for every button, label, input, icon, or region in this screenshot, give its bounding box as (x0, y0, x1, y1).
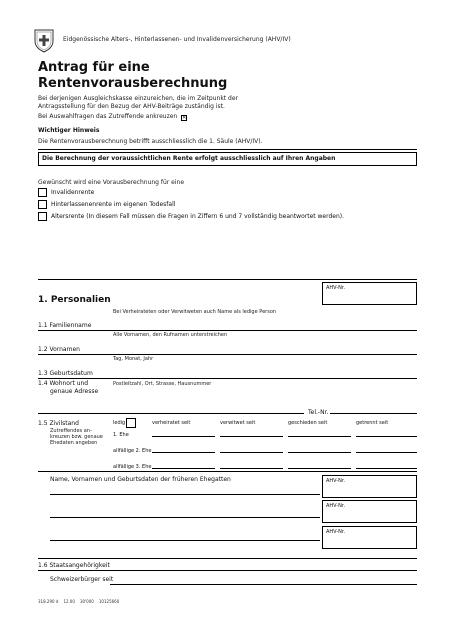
former-spouse-ahv-box-1[interactable] (322, 475, 417, 498)
intro-line2: Antragsstellung für den Bezug der AHV-Beiträge zuständig ist. (38, 103, 225, 110)
address-label (38, 380, 98, 396)
hinterlassenenrente-label: Hinterlassenenrente im eigenen Todesfall (51, 201, 176, 208)
first-names-field[interactable] (38, 354, 417, 355)
ehe3-geschieden-field[interactable] (288, 468, 351, 469)
invalidenrente-label: Invalidenrente (51, 189, 95, 196)
geschieden-label: geschieden seit (288, 420, 328, 426)
invalidenrente-checkbox[interactable] (38, 188, 47, 197)
ehe1-verheiratet-field[interactable] (152, 436, 215, 437)
hinterlassenenrente-checkbox[interactable] (38, 200, 47, 209)
ehe2-label: allfällige 2. Ehe (113, 448, 152, 454)
intro-line3-text: Bei Auswahlfragen das Zutreffende ankreuzen (38, 113, 178, 120)
ehe3-getrennt-field[interactable] (356, 468, 417, 469)
swiss-since-field[interactable] (110, 584, 417, 585)
ehe2-geschieden-field[interactable] (288, 452, 351, 453)
former-spouse-ahv-label-2: AHV-Nr. (326, 503, 346, 509)
birth-date-field[interactable] (38, 378, 417, 379)
family-name-label: 1.1 Familienname (38, 322, 92, 329)
first-names-label: 1.2 Vornamen (38, 346, 80, 353)
first-names-hint: Alle Vornamen, den Rufnamen unterstreichen (113, 332, 228, 338)
ehe1-getrennt-field[interactable] (356, 436, 417, 437)
civil-status-hint (50, 428, 103, 446)
form-title-line2: Rentenvorausberechnung (38, 76, 228, 91)
hint-text: Die Rentenvorausberechnung betrifft ausschliesslich die 1. Säule (AHV/IV). (38, 138, 263, 145)
ehe2-verwitwet-field[interactable] (220, 452, 283, 453)
form-title-line1: Antrag für eine (38, 60, 150, 75)
intro-line3 (38, 113, 187, 121)
ehe1-geschieden-field[interactable] (288, 436, 351, 437)
former-spouse-ahv-box-2[interactable] (322, 500, 417, 523)
ahv-number-label: AHV-Nr. (326, 285, 346, 291)
nationality-field[interactable] (38, 570, 417, 571)
ehe2-getrennt-field[interactable] (356, 452, 417, 453)
ledig-checkbox[interactable] (126, 418, 136, 428)
nationality-label: 1.6 Staatsangehörigkeit (38, 562, 110, 569)
tel-field[interactable] (330, 413, 417, 414)
hint-divider (38, 149, 417, 150)
form-title (38, 60, 227, 92)
civil-status-divider (38, 471, 417, 472)
verwitwet-label: verwitwet seit (220, 420, 256, 426)
notice-box (38, 152, 417, 166)
family-name-hint: Bei Verheirateten oder Verwitweten auch Name als ledige Person (113, 309, 277, 315)
former-spouse-3-field[interactable] (50, 540, 320, 541)
crossed-box-icon: ✕ (182, 115, 187, 121)
civil-hint-line1: Zutreffendes an- (50, 428, 92, 434)
spouses-divider (38, 558, 417, 559)
birth-date-label: 1.3 Geburtsdatum (38, 370, 93, 377)
altersrente-checkbox[interactable] (38, 212, 47, 221)
address-label-line1: 1.4 Wohnort und (38, 380, 89, 387)
ehe1-verwitwet-field[interactable] (220, 436, 283, 437)
notice-text: Die Berechnung der voraussichtlichen Rente erfolgt ausschliesslich auf Ihren Angaben (42, 155, 336, 162)
former-spouses-label: Name, Vornamen und Geburtsdaten der früheren Ehegatten (50, 476, 231, 483)
getrennt-label: getrennt seit (356, 420, 389, 426)
form-code: 318.290 d 12.00 30'000 10125660 (38, 599, 120, 604)
options-question: Gewünscht wird eine Vorausberechnung für eine (38, 179, 185, 186)
hint-title: Wichtiger Hinweis (38, 127, 100, 134)
ehe3-label: allfällige 3. Ehe (113, 464, 152, 470)
swiss-crest-icon (34, 29, 54, 53)
agency-name: Eidgenössische Alters-, Hinterlassenen- und Invalidenversicherung (AHV/IV) (63, 36, 291, 43)
former-spouse-2-field[interactable] (50, 517, 320, 518)
civil-hint-line2: kreuzen bzw. genaue (50, 434, 103, 440)
address-hint: Postleitzahl, Ort, Strasse, Hausnummer (113, 381, 212, 387)
swiss-since-label: Schweizerbürger seit (50, 576, 114, 583)
tel-label: Tel.-Nr. (308, 409, 329, 416)
section-divider (38, 279, 417, 280)
former-spouse-ahv-box-3[interactable] (322, 526, 417, 549)
address-label-line2: genaue Adresse (50, 388, 99, 395)
family-name-field[interactable] (38, 330, 417, 331)
section1-title: 1. Personalien (38, 295, 111, 305)
ledig-label: ledig (113, 420, 126, 426)
address-field[interactable] (38, 413, 304, 414)
ahv-number-box[interactable] (322, 282, 417, 305)
civil-status-label: 1.5 Zivilstand (38, 420, 79, 427)
altersrente-label: Altersrente (In diesem Fall müssen die Fragen in Ziffern 6 und 7 vollständig beantwortet werden). (51, 213, 345, 220)
birth-date-hint: Tag, Monat, Jahr (113, 356, 154, 362)
intro-text (38, 95, 238, 111)
civil-hint-line3: Ehedaten angeben (50, 440, 98, 446)
former-spouse-ahv-label-1: AHV-Nr. (326, 478, 346, 484)
intro-line1: Bei derjenigen Ausgleichskasse einzureichen, die im Zeitpunkt der (38, 95, 239, 102)
former-spouse-1-field[interactable] (50, 494, 320, 495)
ehe3-verheiratet-field[interactable] (152, 468, 215, 469)
ehe2-verheiratet-field[interactable] (152, 452, 215, 453)
ehe3-verwitwet-field[interactable] (220, 468, 283, 469)
former-spouse-ahv-label-3: AHV-Nr. (326, 529, 346, 535)
verheiratet-label: verheiratet seit (152, 420, 191, 426)
ehe1-label: 1. Ehe (113, 432, 129, 438)
